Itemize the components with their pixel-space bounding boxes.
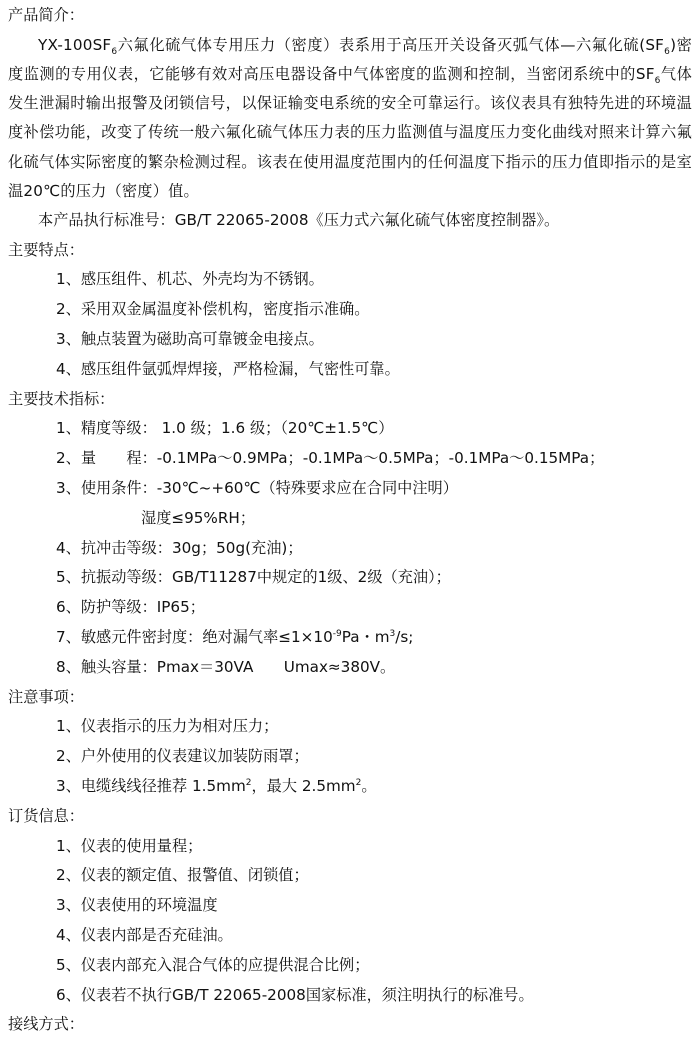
standard-line: 本产品执行标准号：GB/T 22065-2008《压力式六氟化硫气体密度控制器》。 (38, 211, 560, 230)
spec-seal-text-1: 7、敏感元件密封度：绝对漏气率≤1×10 (56, 627, 333, 646)
list-item: 5、仪表内部充入混合气体的应提供混合比例； (56, 955, 370, 974)
note-cable (8, 772, 692, 802)
spec-shock: 4、抗冲击等级：30g；50g(充油)； (56, 538, 303, 557)
spec-humidity: 湿度≤95%RH； (141, 508, 256, 527)
list-item: 1、感压组件、机芯、外壳均为不锈钢。 (56, 270, 324, 289)
wiring-heading: 接线方式： (8, 1015, 84, 1034)
order-heading: 订货信息： (8, 806, 84, 825)
note-cable-text-3: 。 (361, 776, 377, 795)
intro-subscript-3: 6 (654, 76, 661, 87)
intro-subscript-1: 6 (111, 46, 118, 57)
note-cable-sup-1: 2 (245, 777, 252, 788)
features-list (8, 265, 692, 384)
intro-text-4: 气体发生泄漏时输出报警及闭锁信号，以保证输变电系统的安全可靠运行。该仪表具有独特先进的环境温度补偿功能，改变了传统一般六氟化硫气体压力表的压力监测值与温度压力变化曲线对照来计算六氟化硫气体实际密度的繁杂检测过程。该表在使用温度范围内的任何温度下指示的压力值即指示的是室温20℃的压力（密度）值。 (8, 65, 693, 200)
spec-seal-sup-1: -9 (332, 628, 342, 639)
spec-seal-text-2: Pa・m (341, 627, 390, 646)
note-item: 2、户外使用的仪表建议加装防雨罩； (56, 747, 309, 766)
features-heading: 主要特点： (8, 240, 84, 259)
spec-seal-text-3: /s; (395, 627, 414, 646)
order-list (8, 832, 692, 1011)
list-item: 3、仪表使用的环境温度 (56, 896, 218, 915)
spec-accuracy: 1、精度等级： 1.0 级；1.6 级；（20℃±1.5℃） (56, 419, 394, 438)
list-item: 1、仪表的使用量程； (56, 836, 203, 855)
spec-conditions: 3、使用条件：-30℃~+60℃（特殊要求应在合同中注明） (56, 478, 458, 497)
spec-protection: 6、防护等级：IP65； (56, 598, 205, 617)
specs-list (8, 414, 692, 682)
note-cable-text-2: ，最大 2.5mm (251, 776, 356, 795)
note-item: 1、仪表指示的压力为相对压力； (56, 717, 279, 736)
intro-text-1: YX-100SF (38, 35, 112, 54)
notes-heading: 注意事项： (8, 687, 84, 706)
intro-subscript-2: 6 (664, 46, 671, 57)
list-item: 2、仪表的额定值、报警值、闭锁值； (56, 866, 309, 885)
intro-text-2: 六氟化硫气体专用压力（密度）表系用于高压开关设备灭弧气体—六氟化硫(SF (117, 35, 665, 54)
list-item: 4、感压组件氩弧焊焊接，严格检漏，气密性可靠。 (56, 359, 400, 378)
note-cable-text-1: 3、电缆线线径推荐 1.5mm (56, 776, 246, 795)
notes-list (8, 712, 692, 801)
specs-heading: 主要技术指标： (8, 389, 115, 408)
spec-contact: 8、触头容量：Pmax＝30VA Umax≈380V。 (56, 657, 396, 676)
spec-seal-sup-2: 3 (389, 628, 396, 639)
list-item: 4、仪表内部是否充硅油。 (56, 925, 233, 944)
list-item: 6、仪表若不执行GB/T 22065-2008国家标准，须注明执行的标准号。 (56, 985, 534, 1004)
spec-vibration: 5、抗振动等级：GB/T11287中规定的1级、2级（充油）； (56, 568, 451, 587)
intro-text-3: )密度监测的专用仪表，它能够有效对高压电器设备中气体密度的监测和控制，当密闭系统中的SF (8, 35, 692, 83)
intro-paragraph (8, 31, 692, 206)
list-item: 2、采用双金属温度补偿机构，密度指示准确。 (56, 300, 370, 319)
note-cable-sup-2: 2 (355, 777, 362, 788)
spec-seal (8, 623, 692, 653)
spec-range: 2、量 程：-0.1MPa～0.9MPa；-0.1MPa～0.5MPa；-0.1MPa～0.15MPa； (56, 449, 605, 468)
intro-heading: 产品简介： (8, 6, 84, 24)
list-item: 3、触点装置为磁助高可靠镀金电接点。 (56, 330, 324, 348)
